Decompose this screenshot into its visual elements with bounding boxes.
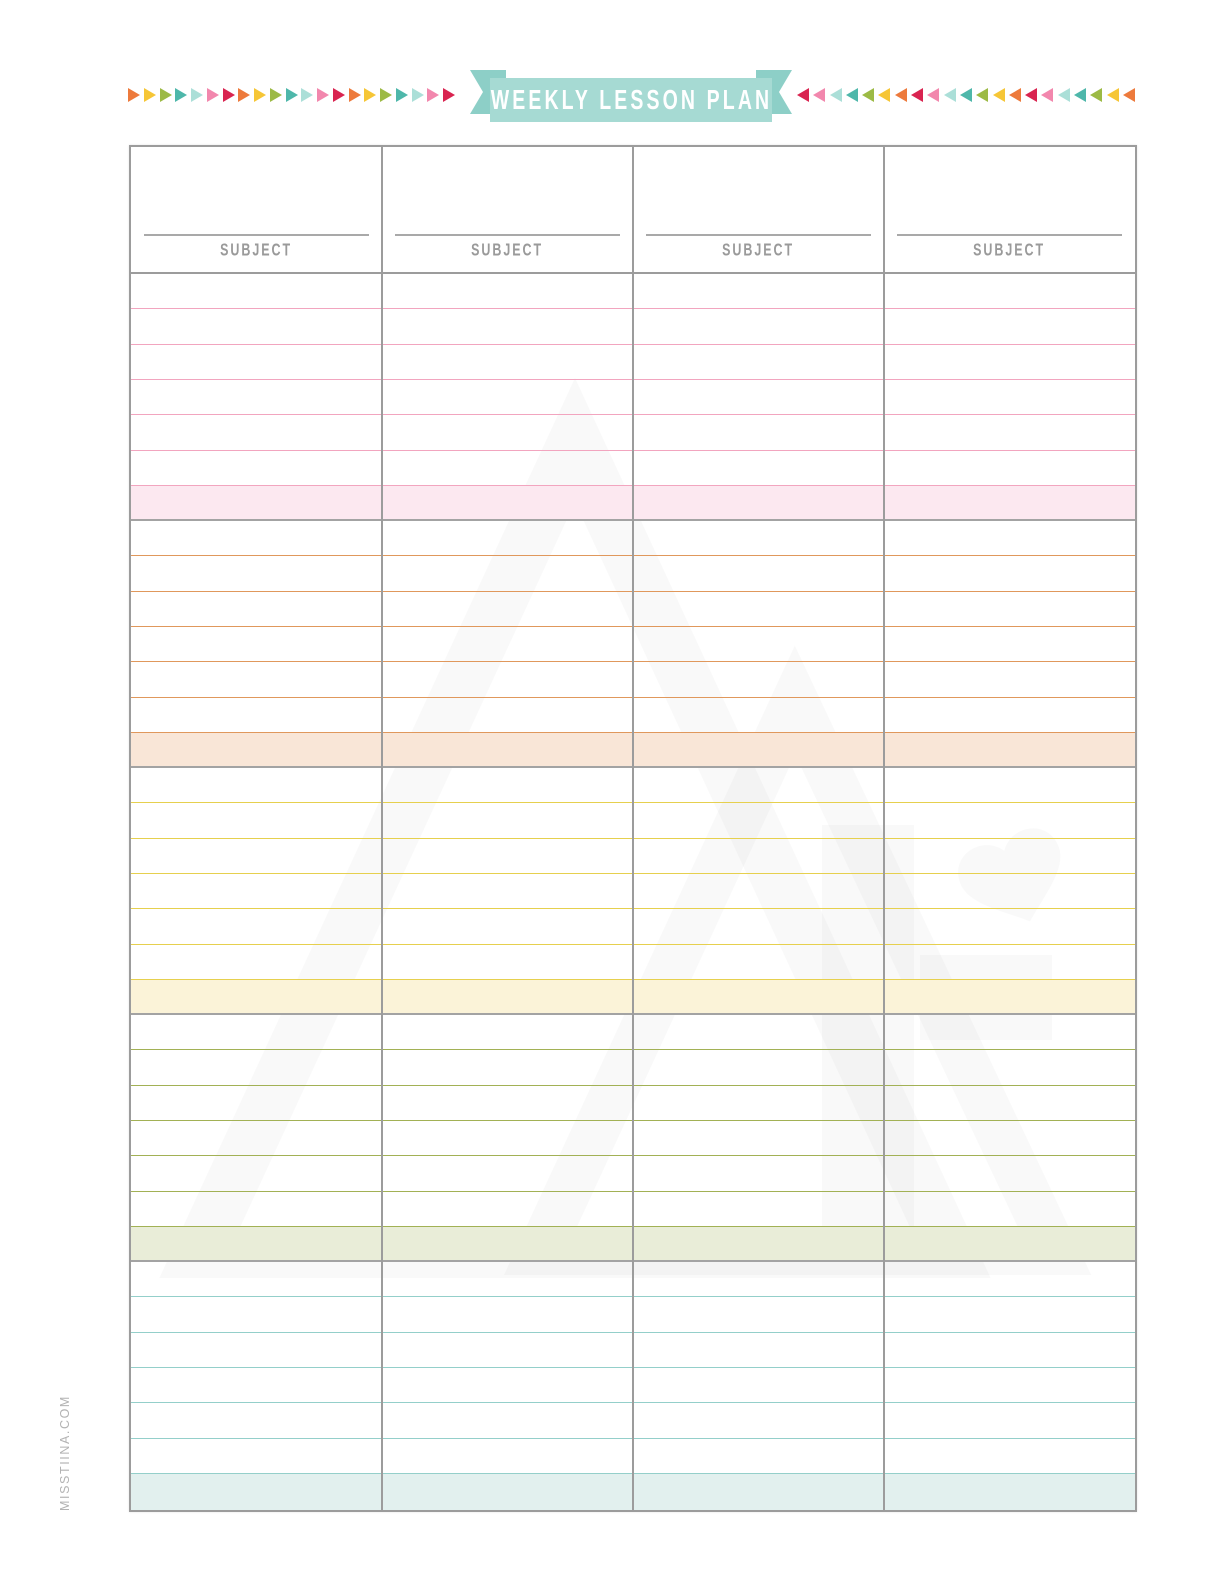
triangle-icon	[160, 88, 172, 102]
triangle-icon	[128, 88, 140, 102]
subject-write-in-line	[395, 234, 620, 236]
column-divider	[632, 147, 634, 1510]
triangle-icon	[1107, 88, 1119, 102]
triangle-icon	[270, 88, 282, 102]
column-divider	[883, 147, 885, 1510]
triangle-icon	[895, 88, 907, 102]
subject-write-in-line	[144, 234, 369, 236]
triangle-icon	[223, 88, 235, 102]
triangle-icon	[317, 88, 329, 102]
triangle-icon	[878, 88, 890, 102]
subject-label: SUBJECT	[722, 241, 795, 260]
lesson-plan-table	[129, 145, 1137, 1512]
triangle-icon	[1058, 88, 1070, 102]
subject-label: SUBJECT	[471, 241, 544, 260]
column-divider	[381, 147, 383, 1510]
triangle-icon	[333, 88, 345, 102]
subject-header-cell	[131, 147, 382, 272]
triangle-icon	[1009, 88, 1021, 102]
subject-write-in-line	[897, 234, 1122, 236]
triangle-icon	[207, 88, 219, 102]
triangle-icon	[191, 88, 203, 102]
bunting-right	[797, 88, 1135, 102]
subject-label: SUBJECT	[973, 241, 1046, 260]
title-banner	[466, 66, 796, 126]
subject-header-cell	[382, 147, 633, 272]
triangle-icon	[1123, 88, 1135, 102]
triangle-icon	[364, 88, 376, 102]
triangle-icon	[862, 88, 874, 102]
triangle-icon	[960, 88, 972, 102]
triangle-icon	[286, 88, 298, 102]
subject-header-cell	[884, 147, 1135, 272]
triangle-icon	[396, 88, 408, 102]
triangle-icon	[443, 88, 455, 102]
triangle-icon	[927, 88, 939, 102]
triangle-icon	[1090, 88, 1102, 102]
triangle-icon	[144, 88, 156, 102]
triangle-icon	[412, 88, 424, 102]
triangle-icon	[301, 88, 313, 102]
triangle-icon	[830, 88, 842, 102]
triangle-icon	[1025, 88, 1037, 102]
triangle-icon	[175, 88, 187, 102]
triangle-icon	[380, 88, 392, 102]
triangle-icon	[1041, 88, 1053, 102]
subject-header-cell	[633, 147, 884, 272]
triangle-icon	[254, 88, 266, 102]
triangle-icon	[349, 88, 361, 102]
triangle-icon	[1074, 88, 1086, 102]
subject-write-in-line	[646, 234, 871, 236]
triangle-icon	[797, 88, 809, 102]
triangle-icon	[813, 88, 825, 102]
site-credit: MISSTIINA.COM	[58, 1395, 72, 1511]
triangle-icon	[911, 88, 923, 102]
triangle-icon	[944, 88, 956, 102]
triangle-icon	[238, 88, 250, 102]
triangle-icon	[976, 88, 988, 102]
triangle-icon	[993, 88, 1005, 102]
triangle-icon	[427, 88, 439, 102]
page-title: WEEKLY LESSON PLAN	[490, 84, 772, 115]
subject-label: SUBJECT	[220, 241, 293, 260]
triangle-icon	[846, 88, 858, 102]
bunting-left	[128, 88, 455, 102]
